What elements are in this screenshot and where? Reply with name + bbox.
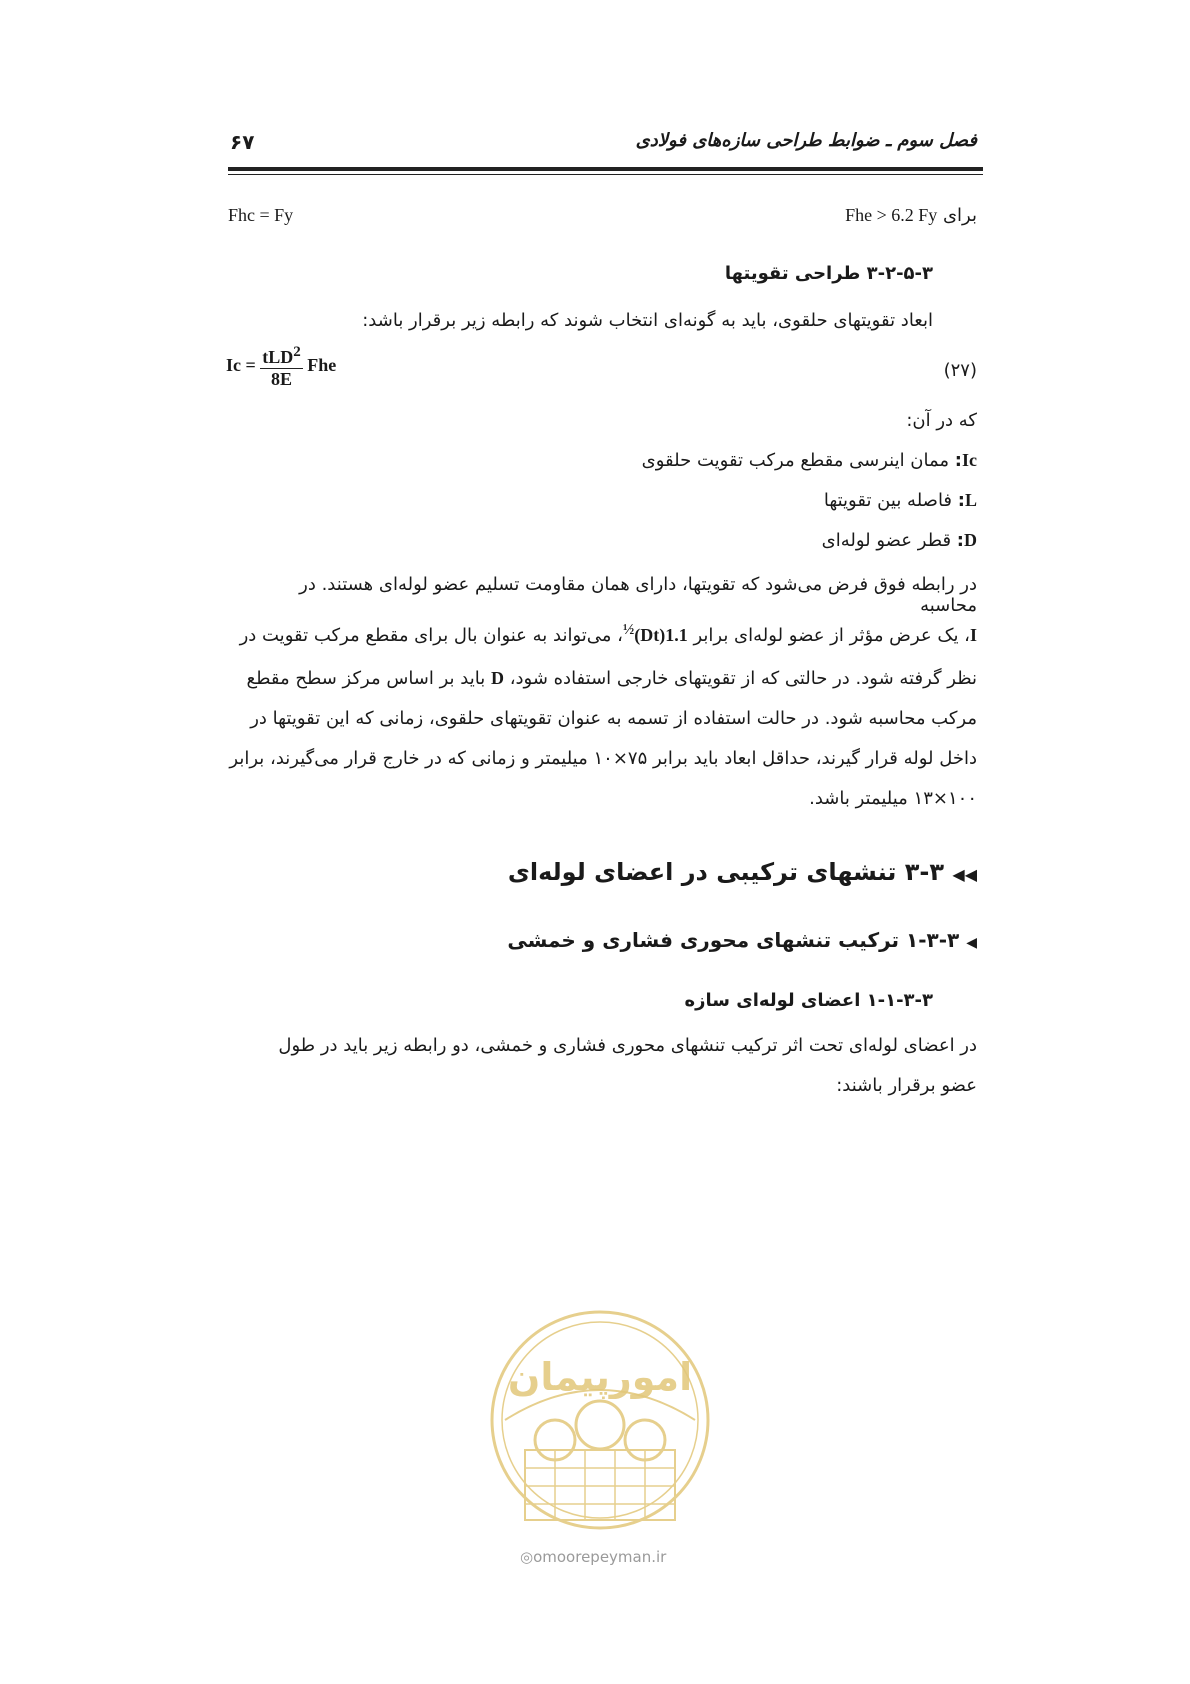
where-label: که در آن: (906, 410, 977, 431)
paragraph1-line3-text: نظر گرفته شود. در حالتی که از تقویتهای خارجی استفاده شود، (509, 668, 977, 689)
paragraph1-line4: مرکب محاسبه شود. در حالت استفاده از تسمه به عنوان تقویتهای حلقوی، زمانی که این تقویتها در (250, 708, 977, 729)
definition-l: L: فاصله بین تقویتها (823, 490, 977, 511)
double-arrow-icon: ◀◀ (952, 865, 977, 884)
definition-symbol: D (964, 530, 977, 550)
section-heading-3311: ۱-۱-۳-۳ اعضای لوله‌ای سازه (684, 990, 933, 1011)
equation-numerator: tLD (262, 347, 294, 367)
equation-factor: Fhe (307, 355, 337, 376)
paragraph1-line5: داخل لوله قرار گیرند، حداقل ابعاد باید برابر ۷۵×۱۰ میلیمتر و زمانی که در خارج قرار می‌گیرند، برابر (229, 748, 977, 769)
definition-text: فاصله بین تقویتها (823, 490, 953, 511)
gear-icon (576, 1401, 624, 1449)
globe-icon: ◎ (520, 1548, 534, 1566)
header-rule-thin (228, 174, 983, 175)
paragraph1-line2-start: یک عرض مؤثر از عضو لوله‌ای برابر (693, 625, 959, 646)
definition-symbol: L (964, 490, 977, 510)
equation-fraction: $\frac{tLD^2}{8E}$ (262, 344, 301, 389)
equation-lhs: Ic (226, 355, 241, 376)
effective-width-expr: $1.1(Dt)^{\frac{1}{2}}$ (622, 622, 688, 645)
paragraph1-line1: در رابطه فوق فرض می‌شود که تقویتها، دارای همان مقاومت تسلیم عضو لوله‌ای هستند. در محاسبه (299, 574, 977, 616)
chapter-title: فصل سوم ـ ضوابط طراحی سازه‌های فولادی (635, 130, 977, 151)
equation-27: Ic = $\frac{tLD^2}{8E}$ Fhe (226, 344, 337, 389)
definition-d: D: قطر عضو لوله‌ای (821, 530, 977, 551)
section-heading-33-text: ۳-۳ تنشهای ترکیبی در اعضای لوله‌ای (507, 858, 945, 886)
intro-text: ابعاد تقویتهای حلقوی، باید به گونه‌ای انتخاب شوند که رابطه زیر برقرار باشد: (362, 310, 933, 331)
page-number: ۶۷ (230, 130, 255, 154)
watermark-logo (485, 1300, 715, 1550)
section-heading-3253: ۳-۲-۵-۳ طراحی تقویتها (724, 263, 933, 284)
section-heading-33 (508, 858, 977, 886)
watermark-url-text: omoorepeyman.ir (533, 1548, 667, 1566)
section-heading-331 (507, 928, 977, 952)
watermark-logo-text: امورپیمان (507, 1355, 693, 1399)
definition-text: ممان اینرسی مقطع مرکب تقویت حلقوی (641, 450, 950, 471)
definition-symbol: Ic (962, 450, 977, 470)
condition-rhs (845, 205, 977, 226)
condition-expr-rhs: Fhe > 6.2 Fy (845, 205, 938, 225)
section-heading-331-text: ۱-۳-۳ ترکیب تنشهای محوری فشاری و خمشی (507, 928, 960, 952)
paragraph2-line2: عضو برقرار باشند: (836, 1075, 977, 1096)
paragraph1-line2-end: ، می‌تواند به عنوان بال برای مقطع مرکب تقویت در (239, 625, 623, 646)
definition-text: قطر عضو لوله‌ای (821, 530, 952, 551)
header-rule (228, 167, 983, 171)
equation-number: (۲۷) (943, 360, 977, 381)
condition-lhs: Fhc = Fy (228, 205, 294, 225)
definition-ic: Ic: ممان اینرسی مقطع مرکب تقویت حلقوی (641, 450, 977, 471)
arrow-icon: ◀ (966, 935, 977, 951)
effective-width-expr-text: 1.1(Dt) (634, 625, 688, 645)
condition-label: برای (942, 205, 977, 226)
paragraph1-line2: I، یک عرض مؤثر از عضو لوله‌ای برابر $1.1(Dt)^{\frac{1}{2}}،$ می‌تواند به عنوان بال برای مقطع مرکب تقویت در (239, 622, 977, 646)
equation-denominator: 8E (271, 369, 293, 389)
paragraph1-line6: ۱۰۰×۱۳ میلیمتر باشد. (809, 788, 977, 809)
paragraph1-line3-end: باید بر اساس مرکز سطح مقطع (246, 668, 486, 689)
watermark-url (520, 1548, 666, 1566)
paragraph1-line3: نظر گرفته شود. در حالتی که از تقویتهای خارجی استفاده شود، D باید بر اساس مرکز سطح مقطع (246, 668, 977, 689)
paragraph2-line1: در اعضای لوله‌ای تحت اثر ترکیب تنشهای محوری فشاری و خمشی، دو رابطه زیر باید در طول (278, 1035, 977, 1056)
